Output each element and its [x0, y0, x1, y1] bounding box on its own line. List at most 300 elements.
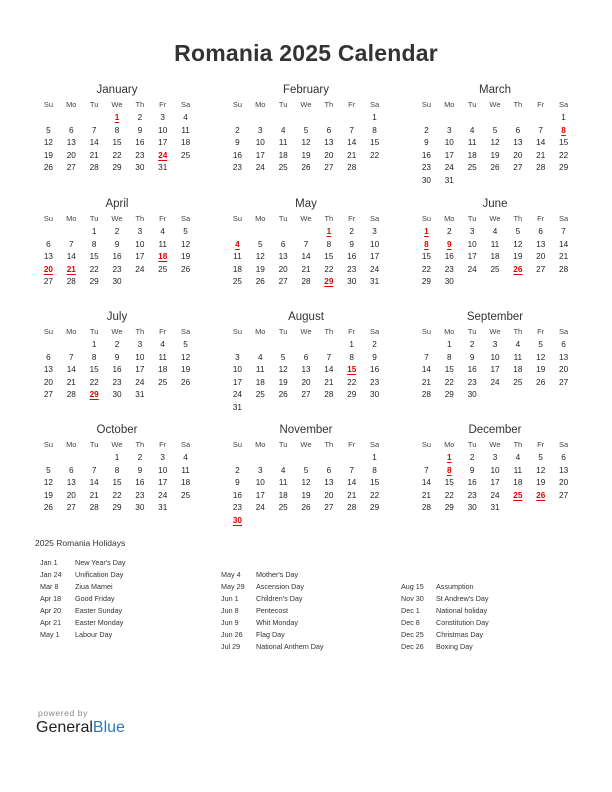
empty-cell: [461, 112, 484, 125]
day-cell: 21: [66, 377, 76, 387]
day-cell: 23: [112, 377, 122, 387]
day-cell: 26: [43, 163, 53, 172]
month-name: September: [466, 311, 524, 323]
day-cell: 2: [137, 113, 143, 122]
day-cell: 25: [158, 377, 168, 387]
day-cell: 22: [444, 490, 454, 500]
holidays-title: 2025 Romania Holidays: [35, 538, 126, 548]
holiday-name: Ascension Day: [256, 582, 304, 591]
day-cell: 26: [301, 503, 311, 512]
day-cell: 10: [232, 365, 242, 374]
day-cell: 9: [469, 352, 475, 362]
day-cell: 13: [324, 478, 334, 487]
day-cell: 6: [326, 125, 332, 135]
day-cell: 13: [43, 252, 53, 261]
weekday-header: Mo: [444, 327, 455, 336]
empty-cell: [438, 112, 461, 125]
month-name: June: [482, 198, 508, 210]
day-cell: 9: [469, 465, 475, 475]
day-cell: 22: [89, 377, 99, 387]
day-cell: 9: [114, 352, 120, 362]
day-cell: 29: [421, 277, 431, 286]
day-cell: 24: [135, 264, 145, 274]
day-cell: 18: [490, 252, 500, 261]
weekday-header: Mo: [66, 327, 77, 336]
day-cell: 20: [559, 478, 569, 487]
weekday-header: Sa: [180, 327, 191, 336]
holiday-day-cell: 18: [158, 252, 168, 261]
weekday-header: Tu: [278, 440, 288, 449]
day-cell: 28: [559, 264, 569, 274]
day-cell: 3: [372, 227, 377, 236]
weekday-header: Su: [43, 440, 54, 449]
empty-cell: [272, 452, 295, 465]
day-cell: 15: [112, 478, 122, 487]
weekday-header: Th: [513, 214, 523, 223]
day-cell: 23: [370, 377, 380, 387]
day-cell: 13: [513, 138, 523, 147]
weekday-header: Th: [135, 100, 145, 109]
holiday-item: [221, 641, 324, 653]
day-cell: 1: [349, 340, 354, 349]
day-cell: 3: [160, 453, 165, 462]
holiday-name: St Andrew's Day: [436, 594, 489, 603]
day-cell: 7: [561, 227, 566, 236]
day-cell: 23: [347, 264, 357, 274]
day-cell: 10: [490, 465, 500, 475]
day-cell: 16: [232, 150, 242, 160]
day-cell: 3: [137, 227, 143, 236]
day-cell: 1: [91, 227, 97, 236]
holiday-day-cell: 24: [158, 150, 168, 160]
day-cell: 27: [536, 264, 546, 274]
day-cell: 9: [137, 465, 143, 475]
holiday-item: [40, 605, 126, 617]
day-cell: 15: [370, 478, 380, 487]
day-cell: 29: [444, 390, 454, 399]
weekday-header: Sa: [180, 440, 191, 449]
day-cell: 14: [89, 478, 99, 487]
holiday-date: Dec 26: [401, 642, 424, 651]
month-september: [415, 309, 575, 402]
weekday-header: Mo: [255, 214, 266, 223]
holiday-date: Jan 24: [40, 570, 62, 579]
holiday-date: Mar 8: [40, 582, 59, 591]
day-cell: 7: [326, 352, 332, 362]
weekday-header: Tu: [89, 440, 99, 449]
empty-cell: [340, 452, 363, 465]
day-cell: 27: [513, 163, 523, 172]
day-cell: 6: [280, 239, 286, 249]
weekday-header: Su: [421, 214, 432, 223]
day-cell: 17: [135, 252, 145, 261]
day-cell: 9: [372, 352, 377, 362]
day-cell: 4: [469, 125, 475, 135]
weekday-header: Su: [43, 100, 54, 109]
empty-cell: [249, 452, 272, 465]
weekday-header: We: [111, 100, 123, 109]
day-cell: 27: [559, 377, 569, 387]
empty-cell: [415, 452, 438, 465]
day-cell: 16: [467, 478, 477, 487]
day-cell: 25: [278, 503, 288, 512]
day-cell: 14: [421, 478, 431, 487]
day-cell: 1: [91, 340, 97, 349]
day-cell: 12: [536, 465, 546, 475]
holiday-name: Constitution Day: [436, 618, 489, 627]
weekday-header: We: [489, 100, 501, 109]
holiday-item: [40, 629, 126, 641]
day-cell: 24: [490, 490, 500, 500]
weekday-header: Th: [135, 214, 145, 223]
weekday-header: Tu: [89, 327, 99, 336]
day-cell: 24: [444, 163, 454, 172]
holiday-name: Assumption: [436, 582, 474, 591]
day-cell: 4: [515, 453, 521, 462]
day-cell: 31: [158, 163, 168, 172]
empty-cell: [226, 226, 249, 239]
month-april: [37, 196, 197, 289]
holiday-date: Apr 18: [40, 594, 62, 603]
day-cell: 3: [492, 453, 498, 462]
day-cell: 22: [421, 264, 431, 274]
weekday-header: Fr: [537, 100, 545, 109]
day-cell: 7: [68, 352, 74, 362]
brand-general: General: [36, 719, 93, 736]
day-cell: 16: [135, 138, 145, 147]
day-cell: 8: [372, 465, 377, 475]
day-cell: 24: [158, 490, 168, 500]
weekday-header: Tu: [89, 214, 99, 223]
empty-cell: [83, 452, 106, 465]
day-cell: 5: [46, 125, 51, 135]
day-cell: 8: [114, 465, 120, 475]
empty-cell: [60, 112, 83, 125]
day-cell: 10: [490, 352, 500, 362]
weekday-header: Sa: [180, 214, 191, 223]
day-cell: 5: [183, 340, 188, 349]
day-cell: 23: [444, 264, 454, 274]
day-cell: 30: [135, 163, 145, 172]
day-cell: 10: [255, 138, 265, 147]
day-cell: 22: [370, 150, 380, 160]
day-cell: 8: [91, 352, 97, 362]
month-name: December: [468, 424, 522, 436]
day-cell: 13: [278, 252, 288, 261]
day-cell: 10: [135, 352, 145, 362]
weekday-header: Mo: [444, 440, 455, 449]
weekday-header: Th: [135, 327, 145, 336]
day-cell: 26: [490, 163, 500, 172]
day-cell: 6: [561, 340, 566, 349]
day-cell: 6: [46, 239, 51, 249]
empty-cell: [415, 112, 438, 125]
month-name: October: [96, 424, 138, 436]
weekday-header: Tu: [89, 100, 99, 109]
weekday-header: Th: [324, 440, 334, 449]
empty-cell: [484, 112, 507, 125]
day-cell: 17: [370, 252, 380, 261]
holiday-name: Easter Sunday: [75, 606, 123, 615]
day-cell: 9: [137, 125, 143, 135]
day-cell: 7: [303, 239, 309, 249]
weekday-header: Su: [421, 440, 432, 449]
day-cell: 21: [536, 150, 546, 160]
day-cell: 19: [181, 365, 191, 374]
day-cell: 16: [467, 365, 477, 374]
day-cell: 15: [444, 365, 454, 374]
day-cell: 1: [446, 340, 452, 349]
day-cell: 25: [158, 264, 168, 274]
day-cell: 11: [278, 478, 288, 487]
day-cell: 12: [181, 352, 191, 362]
day-cell: 31: [444, 175, 454, 185]
holiday-day-cell: 1: [326, 227, 332, 236]
holiday-date: Apr 21: [40, 618, 62, 627]
weekday-header: Th: [513, 327, 523, 336]
weekday-header: Fr: [348, 214, 356, 223]
holiday-date: Apr 20: [40, 606, 62, 615]
day-cell: 28: [421, 503, 431, 512]
day-cell: 17: [135, 365, 145, 374]
day-cell: 3: [257, 465, 263, 475]
holiday-item: [40, 593, 126, 605]
day-cell: 9: [424, 138, 429, 147]
day-cell: 15: [559, 138, 569, 147]
day-cell: 9: [114, 239, 120, 249]
day-cell: 13: [43, 365, 53, 374]
day-cell: 7: [349, 125, 354, 135]
day-cell: 20: [536, 252, 546, 261]
holiday-name: Mother's Day: [256, 570, 299, 579]
day-cell: 21: [347, 490, 357, 500]
day-cell: 24: [490, 377, 500, 387]
weekday-header: Tu: [278, 214, 288, 223]
holiday-date: Jun 26: [221, 630, 243, 639]
day-cell: 2: [114, 340, 120, 349]
day-cell: 22: [347, 377, 357, 387]
day-cell: 16: [444, 252, 454, 261]
day-cell: 28: [89, 503, 99, 512]
holiday-date: Jun 8: [221, 606, 239, 615]
day-cell: 25: [181, 490, 191, 500]
day-cell: 12: [513, 239, 523, 249]
day-cell: 24: [135, 377, 145, 387]
day-cell: 25: [255, 390, 265, 399]
day-cell: 5: [492, 125, 498, 135]
empty-cell: [60, 339, 83, 352]
day-cell: 27: [301, 390, 311, 399]
weekday-header: Su: [43, 327, 54, 336]
day-cell: 25: [232, 277, 242, 286]
day-cell: 15: [112, 138, 122, 147]
day-cell: 29: [559, 163, 569, 172]
empty-cell: [529, 112, 552, 125]
weekday-header: Fr: [159, 214, 167, 223]
day-cell: 14: [536, 138, 546, 147]
holiday-column: [40, 557, 126, 641]
day-cell: 23: [232, 503, 242, 512]
holiday-column: [221, 569, 324, 653]
weekday-header: Mo: [66, 100, 77, 109]
day-cell: 19: [301, 150, 311, 160]
day-cell: 10: [255, 478, 265, 487]
day-cell: 12: [536, 352, 546, 362]
day-cell: 24: [467, 264, 477, 274]
day-cell: 28: [324, 390, 334, 399]
day-cell: 22: [112, 490, 122, 500]
holiday-item: [221, 629, 324, 641]
day-cell: 4: [280, 465, 286, 475]
day-cell: 8: [326, 239, 332, 249]
day-cell: 3: [235, 352, 240, 362]
holiday-day-cell: 15: [347, 365, 357, 374]
day-cell: 26: [278, 390, 288, 399]
holiday-date: Nov 30: [401, 594, 424, 603]
day-cell: 30: [370, 390, 380, 399]
day-cell: 20: [324, 150, 334, 160]
day-cell: 21: [89, 150, 99, 160]
weekday-header: Tu: [467, 440, 477, 449]
weekday-header: Tu: [467, 327, 477, 336]
day-cell: 12: [301, 478, 311, 487]
holiday-day-cell: 20: [43, 264, 53, 274]
day-cell: 21: [559, 252, 569, 261]
day-cell: 30: [467, 503, 477, 512]
empty-cell: [295, 226, 318, 239]
holiday-item: [221, 581, 324, 593]
day-cell: 14: [89, 138, 99, 147]
day-cell: 19: [278, 377, 288, 387]
day-cell: 12: [43, 138, 53, 147]
day-cell: 20: [43, 377, 53, 387]
weekday-header: Fr: [537, 214, 545, 223]
day-cell: 21: [301, 264, 311, 274]
holiday-item: [401, 629, 489, 641]
day-cell: 20: [301, 377, 311, 387]
month-july: [37, 309, 197, 402]
empty-cell: [317, 452, 340, 465]
holiday-day-cell: 8: [561, 125, 566, 135]
weekday-header: Sa: [180, 100, 191, 109]
day-cell: 12: [181, 239, 191, 249]
weekday-header: We: [489, 327, 501, 336]
day-cell: 4: [515, 340, 521, 349]
day-cell: 14: [66, 365, 76, 374]
month-name: May: [295, 198, 317, 210]
day-cell: 17: [255, 150, 265, 160]
day-cell: 11: [513, 352, 523, 362]
day-cell: 9: [235, 138, 240, 147]
day-cell: 18: [255, 377, 265, 387]
powered-by-label: powered by: [38, 708, 88, 718]
weekday-header: Fr: [159, 100, 167, 109]
day-cell: 10: [467, 239, 477, 249]
empty-cell: [272, 112, 295, 125]
empty-cell: [295, 452, 318, 465]
day-cell: 14: [301, 252, 311, 261]
day-cell: 30: [112, 390, 122, 399]
weekday-header: Mo: [66, 214, 77, 223]
holiday-item: [401, 641, 489, 653]
day-cell: 1: [372, 453, 377, 462]
day-cell: 25: [181, 150, 191, 160]
day-cell: 18: [278, 150, 288, 160]
day-cell: 26: [181, 377, 191, 387]
day-cell: 4: [492, 227, 498, 236]
day-cell: 20: [324, 490, 334, 500]
empty-cell: [340, 112, 363, 125]
empty-cell: [272, 339, 295, 352]
holiday-item: [221, 569, 324, 581]
holiday-name: Easter Monday: [75, 618, 124, 627]
day-cell: 29: [89, 277, 99, 286]
day-cell: 21: [421, 377, 431, 387]
holiday-item: [40, 569, 126, 581]
holiday-date: Jan 1: [40, 558, 58, 567]
day-cell: 17: [255, 490, 265, 500]
day-cell: 17: [158, 478, 168, 487]
day-cell: 25: [278, 163, 288, 172]
holiday-column: [401, 581, 489, 653]
holiday-item: [40, 617, 126, 629]
day-cell: 10: [135, 239, 145, 249]
weekday-header: We: [111, 214, 123, 223]
day-cell: 15: [444, 478, 454, 487]
month-november: [226, 422, 386, 527]
weekday-header: Sa: [558, 440, 569, 449]
weekday-header: We: [489, 440, 501, 449]
weekday-header: Sa: [558, 327, 569, 336]
day-cell: 7: [91, 465, 97, 475]
day-cell: 12: [301, 138, 311, 147]
day-cell: 6: [68, 125, 74, 135]
day-cell: 15: [89, 365, 99, 374]
day-cell: 4: [160, 340, 165, 349]
day-cell: 5: [257, 239, 263, 249]
day-cell: 19: [536, 365, 546, 374]
holiday-date: Jul 29: [221, 642, 241, 651]
day-cell: 12: [255, 252, 265, 261]
day-cell: 3: [446, 125, 452, 135]
day-cell: 9: [349, 239, 354, 249]
day-cell: 22: [559, 150, 569, 160]
month-october: [37, 422, 197, 515]
weekday-header: Sa: [369, 214, 380, 223]
day-cell: 31: [490, 503, 500, 512]
month-name: January: [96, 84, 138, 96]
day-cell: 30: [135, 503, 145, 512]
month-january: [37, 82, 197, 175]
day-cell: 20: [278, 264, 288, 274]
holiday-item: [401, 593, 489, 605]
day-cell: 3: [257, 125, 263, 135]
holiday-name: National Anthem Day: [256, 642, 324, 651]
brand-logo: [36, 719, 125, 737]
day-cell: 18: [181, 138, 191, 147]
empty-cell: [295, 339, 318, 352]
day-cell: 5: [183, 227, 188, 236]
day-cell: 11: [256, 365, 265, 374]
holiday-day-cell: 26: [513, 264, 523, 274]
holiday-name: Labour Day: [75, 630, 113, 639]
day-cell: 11: [513, 465, 523, 475]
holiday-date: Jun 9: [221, 618, 239, 627]
day-cell: 14: [66, 252, 76, 261]
weekday-header: Th: [324, 214, 334, 223]
day-cell: 30: [421, 175, 431, 185]
day-cell: 21: [324, 377, 334, 387]
